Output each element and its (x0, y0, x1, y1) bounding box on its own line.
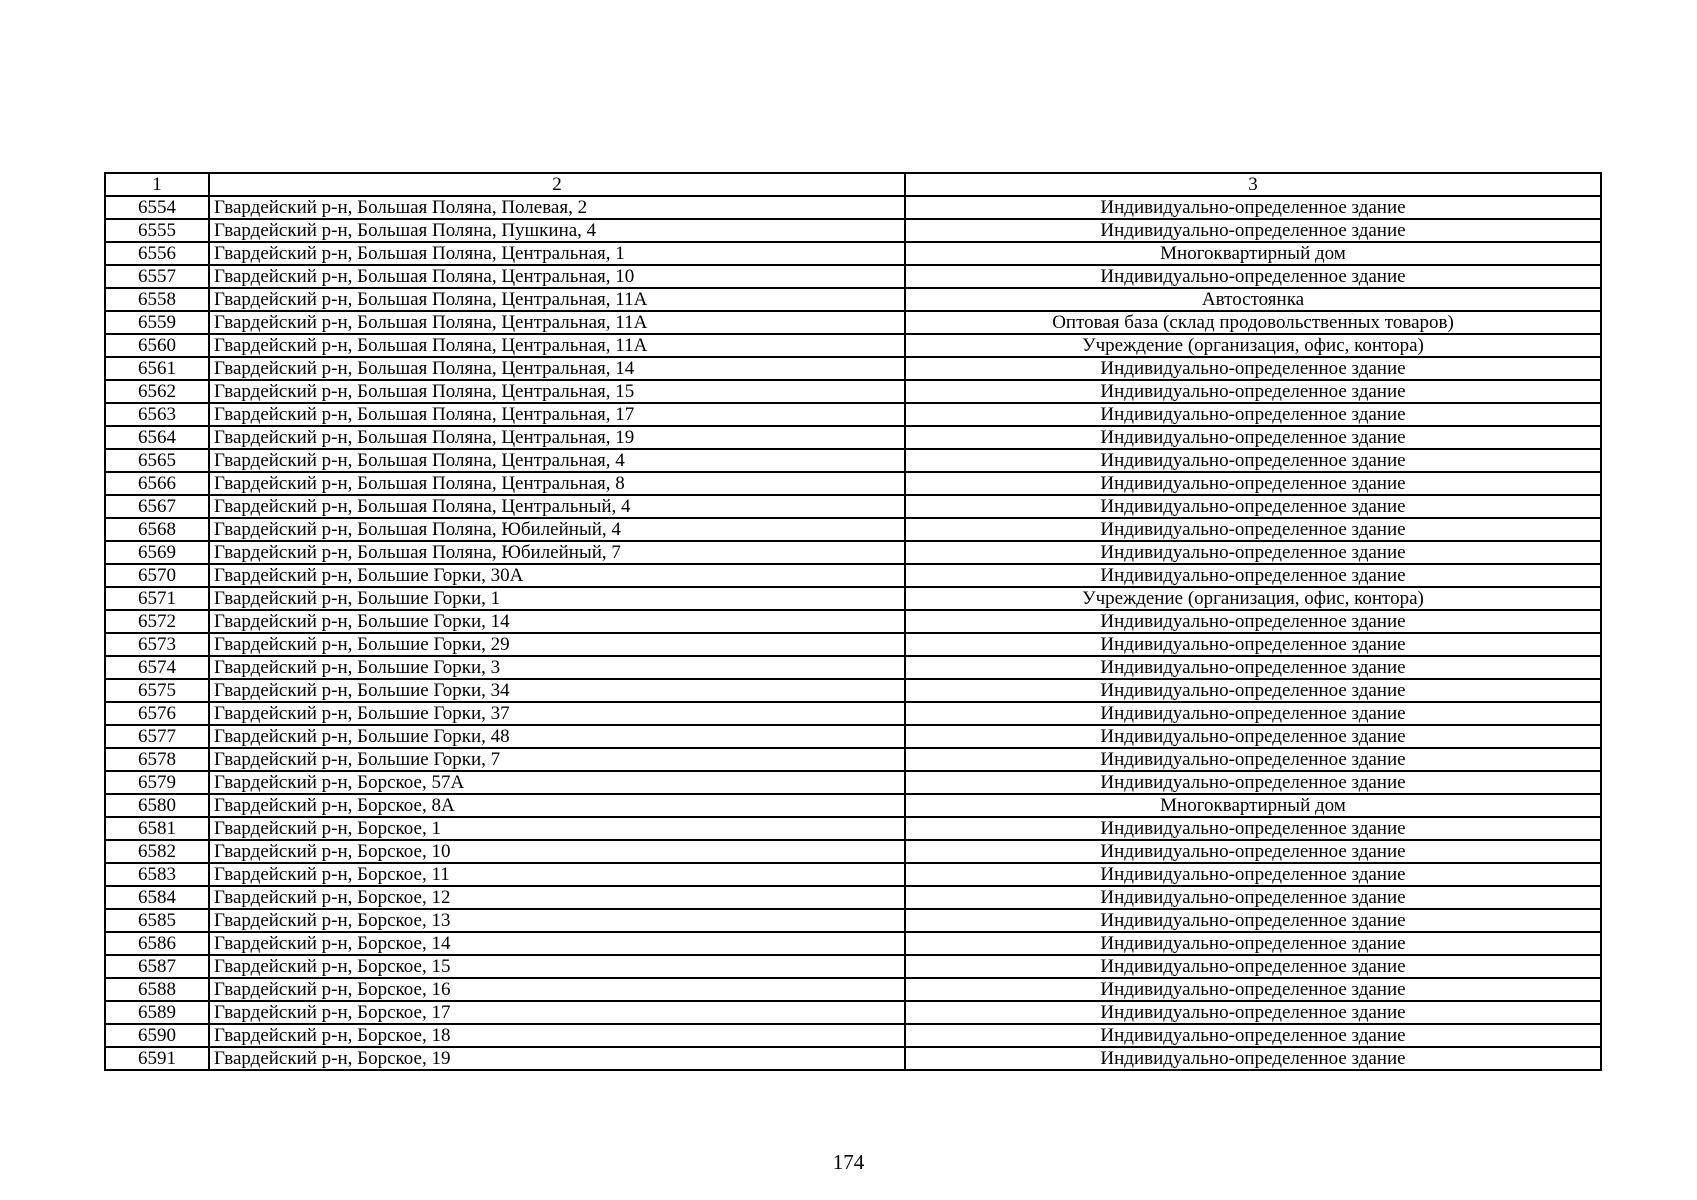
row-address-cell: Гвардейский р-н, Большие Горки, 14 (209, 610, 905, 633)
table-row (105, 265, 1601, 288)
table-row (105, 771, 1601, 794)
row-address-cell: Гвардейский р-н, Борское, 12 (209, 886, 905, 909)
row-type-cell: Индивидуально-определенное здание (905, 1024, 1601, 1047)
table-row (105, 449, 1601, 472)
table-row (105, 679, 1601, 702)
row-type-cell: Индивидуально-определенное здание (905, 817, 1601, 840)
row-address-cell: Гвардейский р-н, Большая Поляна, Юбилейный, 4 (209, 518, 905, 541)
row-type-cell: Индивидуально-определенное здание (905, 1047, 1601, 1070)
row-address-cell: Гвардейский р-н, Большая Поляна, Центральная, 11А (209, 334, 905, 357)
table-row (105, 656, 1601, 679)
row-number-cell: 6586 (105, 932, 209, 955)
row-address-cell: Гвардейский р-н, Большие Горки, 48 (209, 725, 905, 748)
row-address-cell: Гвардейский р-н, Большая Поляна, Центральная, 4 (209, 449, 905, 472)
row-address-cell: Гвардейский р-н, Большая Поляна, Центральная, 10 (209, 265, 905, 288)
row-number-cell: 6579 (105, 771, 209, 794)
row-number-cell: 6562 (105, 380, 209, 403)
row-type-cell: Индивидуально-определенное здание (905, 725, 1601, 748)
table-row (105, 380, 1601, 403)
row-number-cell: 6563 (105, 403, 209, 426)
row-address-cell: Гвардейский р-н, Борское, 8А (209, 794, 905, 817)
row-type-cell: Индивидуально-определенное здание (905, 219, 1601, 242)
table-row (105, 932, 1601, 955)
row-number-cell: 6577 (105, 725, 209, 748)
table-row (105, 633, 1601, 656)
table-row (105, 610, 1601, 633)
row-type-cell: Индивидуально-определенное здание (905, 771, 1601, 794)
row-address-cell: Гвардейский р-н, Борское, 10 (209, 840, 905, 863)
table-row (105, 311, 1601, 334)
row-address-cell: Гвардейский р-н, Большая Поляна, Пушкина, 4 (209, 219, 905, 242)
row-number-cell: 6591 (105, 1047, 209, 1070)
row-number-cell: 6580 (105, 794, 209, 817)
row-address-cell: Гвардейский р-н, Борское, 11 (209, 863, 905, 886)
row-address-cell: Гвардейский р-н, Борское, 19 (209, 1047, 905, 1070)
row-address-cell: Гвардейский р-н, Большие Горки, 1 (209, 587, 905, 610)
table-row (105, 817, 1601, 840)
row-number-cell: 6571 (105, 587, 209, 610)
row-type-cell: Учреждение (организация, офис, контора) (905, 334, 1601, 357)
row-type-cell: Индивидуально-определенное здание (905, 541, 1601, 564)
row-number-cell: 6582 (105, 840, 209, 863)
row-type-cell: Многоквартирный дом (905, 794, 1601, 817)
row-number-cell: 6567 (105, 495, 209, 518)
row-address-cell: Гвардейский р-н, Большая Поляна, Центральная, 17 (209, 403, 905, 426)
row-type-cell: Индивидуально-определенное здание (905, 748, 1601, 771)
row-number-cell: 6570 (105, 564, 209, 587)
row-address-cell: Гвардейский р-н, Большая Поляна, Центральный, 4 (209, 495, 905, 518)
row-number-cell: 6558 (105, 288, 209, 311)
table-row (105, 587, 1601, 610)
row-address-cell: Гвардейский р-н, Большая Поляна, Полевая, 2 (209, 196, 905, 219)
row-address-cell: Гвардейский р-н, Большие Горки, 29 (209, 633, 905, 656)
row-address-cell: Гвардейский р-н, Борское, 1 (209, 817, 905, 840)
table-row (105, 541, 1601, 564)
row-type-cell: Индивидуально-определенное здание (905, 679, 1601, 702)
row-address-cell: Гвардейский р-н, Большие Горки, 37 (209, 702, 905, 725)
row-number-cell: 6561 (105, 357, 209, 380)
table-row (105, 725, 1601, 748)
table-row (105, 334, 1601, 357)
header-cell-number: 1 (105, 173, 209, 196)
row-address-cell: Гвардейский р-н, Большая Поляна, Центральная, 8 (209, 472, 905, 495)
row-type-cell: Индивидуально-определенное здание (905, 886, 1601, 909)
row-number-cell: 6556 (105, 242, 209, 265)
row-type-cell: Индивидуально-определенное здание (905, 978, 1601, 1001)
row-type-cell: Индивидуально-определенное здание (905, 955, 1601, 978)
row-number-cell: 6574 (105, 656, 209, 679)
table-row (105, 288, 1601, 311)
property-table (104, 172, 1602, 1071)
row-number-cell: 6590 (105, 1024, 209, 1047)
row-number-cell: 6589 (105, 1001, 209, 1024)
row-address-cell: Гвардейский р-н, Борское, 57А (209, 771, 905, 794)
row-number-cell: 6564 (105, 426, 209, 449)
row-number-cell: 6559 (105, 311, 209, 334)
table-row (105, 403, 1601, 426)
table-row (105, 518, 1601, 541)
table-row (105, 1001, 1601, 1024)
row-number-cell: 6573 (105, 633, 209, 656)
row-number-cell: 6575 (105, 679, 209, 702)
row-address-cell: Гвардейский р-н, Борское, 13 (209, 909, 905, 932)
table-row (105, 886, 1601, 909)
row-type-cell: Индивидуально-определенное здание (905, 357, 1601, 380)
row-address-cell: Гвардейский р-н, Борское, 16 (209, 978, 905, 1001)
row-number-cell: 6554 (105, 196, 209, 219)
row-type-cell: Индивидуально-определенное здание (905, 863, 1601, 886)
row-address-cell: Гвардейский р-н, Большая Поляна, Юбилейный, 7 (209, 541, 905, 564)
table-row (105, 495, 1601, 518)
table-header-row (105, 173, 1601, 196)
row-number-cell: 6555 (105, 219, 209, 242)
row-address-cell: Гвардейский р-н, Большая Поляна, Центральная, 11А (209, 311, 905, 334)
table-row (105, 702, 1601, 725)
row-type-cell: Индивидуально-определенное здание (905, 564, 1601, 587)
row-type-cell: Индивидуально-определенное здание (905, 265, 1601, 288)
row-type-cell: Индивидуально-определенное здание (905, 449, 1601, 472)
row-type-cell: Индивидуально-определенное здание (905, 472, 1601, 495)
row-address-cell: Гвардейский р-н, Большая Поляна, Центральная, 19 (209, 426, 905, 449)
row-number-cell: 6568 (105, 518, 209, 541)
row-type-cell: Учреждение (организация, офис, контора) (905, 587, 1601, 610)
row-number-cell: 6572 (105, 610, 209, 633)
row-number-cell: 6560 (105, 334, 209, 357)
table-row (105, 564, 1601, 587)
table-row (105, 196, 1601, 219)
table-row (105, 863, 1601, 886)
row-number-cell: 6587 (105, 955, 209, 978)
table-row (105, 748, 1601, 771)
row-number-cell: 6581 (105, 817, 209, 840)
table-row (105, 426, 1601, 449)
page-number: 174 (832, 1150, 865, 1174)
row-type-cell: Индивидуально-определенное здание (905, 426, 1601, 449)
row-address-cell: Гвардейский р-н, Большая Поляна, Центральная, 11А (209, 288, 905, 311)
row-number-cell: 6576 (105, 702, 209, 725)
row-address-cell: Гвардейский р-н, Борское, 18 (209, 1024, 905, 1047)
header-cell-address: 2 (209, 173, 905, 196)
table-row (105, 840, 1601, 863)
row-type-cell: Индивидуально-определенное здание (905, 518, 1601, 541)
table-body (105, 173, 1601, 1070)
row-type-cell: Индивидуально-определенное здание (905, 610, 1601, 633)
row-type-cell: Индивидуально-определенное здание (905, 495, 1601, 518)
row-number-cell: 6584 (105, 886, 209, 909)
row-type-cell: Индивидуально-определенное здание (905, 196, 1601, 219)
row-type-cell: Многоквартирный дом (905, 242, 1601, 265)
row-number-cell: 6566 (105, 472, 209, 495)
table-row (105, 794, 1601, 817)
row-number-cell: 6583 (105, 863, 209, 886)
row-type-cell: Индивидуально-определенное здание (905, 1001, 1601, 1024)
row-address-cell: Гвардейский р-н, Большая Поляна, Центральная, 1 (209, 242, 905, 265)
row-type-cell: Оптовая база (склад продовольственных товаров) (905, 311, 1601, 334)
row-address-cell: Гвардейский р-н, Большие Горки, 34 (209, 679, 905, 702)
row-type-cell: Индивидуально-определенное здание (905, 932, 1601, 955)
row-address-cell: Гвардейский р-н, Большая Поляна, Центральная, 14 (209, 357, 905, 380)
row-number-cell: 6565 (105, 449, 209, 472)
table-row (105, 472, 1601, 495)
header-cell-type: 3 (905, 173, 1601, 196)
row-number-cell: 6557 (105, 265, 209, 288)
row-type-cell: Индивидуально-определенное здание (905, 702, 1601, 725)
row-address-cell: Гвардейский р-н, Большие Горки, 3 (209, 656, 905, 679)
row-type-cell: Индивидуально-определенное здание (905, 656, 1601, 679)
row-number-cell: 6585 (105, 909, 209, 932)
row-address-cell: Гвардейский р-н, Борское, 15 (209, 955, 905, 978)
table-row (105, 219, 1601, 242)
table-row (105, 978, 1601, 1001)
table-row (105, 955, 1601, 978)
row-number-cell: 6578 (105, 748, 209, 771)
row-type-cell: Индивидуально-определенное здание (905, 403, 1601, 426)
row-address-cell: Гвардейский р-н, Борское, 17 (209, 1001, 905, 1024)
row-type-cell: Индивидуально-определенное здание (905, 909, 1601, 932)
row-address-cell: Гвардейский р-н, Большая Поляна, Центральная, 15 (209, 380, 905, 403)
row-type-cell: Индивидуально-определенное здание (905, 840, 1601, 863)
row-number-cell: 6569 (105, 541, 209, 564)
row-type-cell: Индивидуально-определенное здание (905, 380, 1601, 403)
row-type-cell: Автостоянка (905, 288, 1601, 311)
table-row (105, 357, 1601, 380)
row-address-cell: Гвардейский р-н, Борское, 14 (209, 932, 905, 955)
row-type-cell: Индивидуально-определенное здание (905, 633, 1601, 656)
table-row (105, 1024, 1601, 1047)
table-row (105, 1047, 1601, 1070)
row-number-cell: 6588 (105, 978, 209, 1001)
row-address-cell: Гвардейский р-н, Большие Горки, 7 (209, 748, 905, 771)
row-address-cell: Гвардейский р-н, Большие Горки, 30А (209, 564, 905, 587)
table-row (105, 909, 1601, 932)
table-row (105, 242, 1601, 265)
